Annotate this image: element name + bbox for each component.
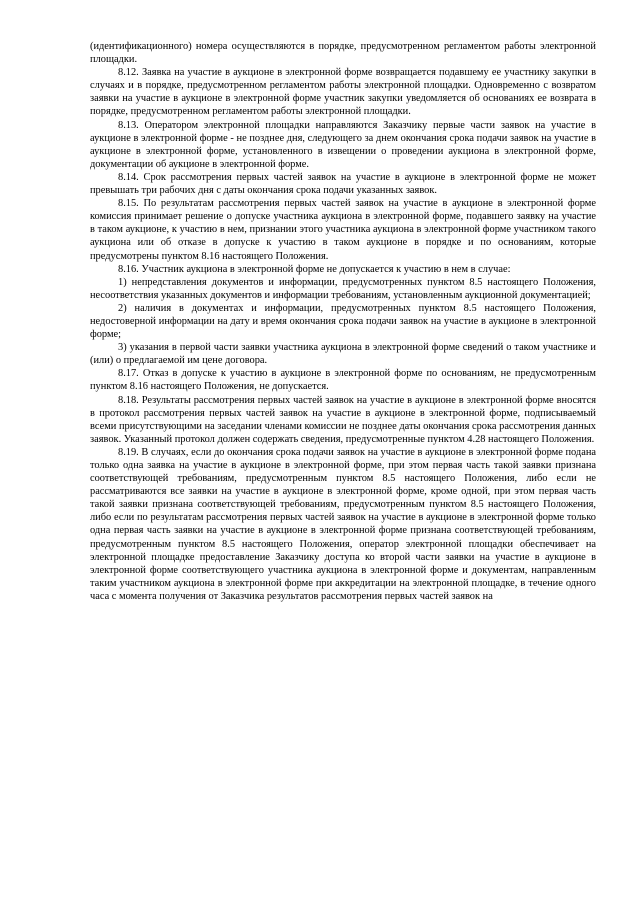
paragraph-continuation: (идентификационного) номера осуществляются в порядке, предусмотренном регламентом работы электронной площадки. bbox=[90, 41, 596, 66]
paragraph-8-17: 8.17. Отказ в допуске к участию в аукционе в электронной форме по основаниям, не предусмотренным пунктом 8.16 настоящего Положения, не допускается. bbox=[90, 368, 596, 393]
paragraph-8-18: 8.18. Результаты рассмотрения первых частей заявок на участие в аукционе в электронной форме вносятся в протокол рассмотрения первых частей заявок на участие в аукционе в электронной форме, подписываемый всеми присутствующими на заседании членами комиссии не позднее даты окончания срока рассмотрения данных заявок. Указанный протокол должен содержать сведения, предусмотренные пунктом 4.28 настоящего Положения. bbox=[90, 394, 596, 445]
paragraph-8-15: 8.15. По результатам рассмотрения первых частей заявок на участие в аукционе в электронной форме комиссия принимает решение о допуске участника аукциона в электронной форме, подавшего заявку на участие в таком аукционе, к участию в нем, признании этого участника аукциона в электронной форме участником такого аукциона или об отказе в допуске к участию в таком аукционе в порядке и по основаниям, которые предусмотрены пунктом 8.16 настоящего Положения. bbox=[90, 198, 596, 262]
document-page bbox=[90, 40, 596, 603]
paragraph-8-19: 8.19. В случаях, если до окончания срока подачи заявок на участие в аукционе в электронной форме подана только одна заявка на участие в аукционе в электронной форме, при этом первая часть такой заявки признана соответствующей требованиям, предусмотренным пунктом 8.5 настоящего Положения, либо если не рассматриваются все заявки на участие в аукционе в электронной форме, кроме одной, при этом первая часть такой заявки признана соответствующей требованиям, предусмотренным пунктом 8.5 настоящего Положения, либо если по результатам рассмотрения первых частей заявок на участие в аукционе в электронной форме только одна первая часть заявки на участие в аукционе в электронной форме признана соответствующей требованиям, предусмотренным пунктом 8.5 настоящего Положения, оператор электронной площадки обеспечивает на электронной площадке предоставление Заказчику доступа ко второй части заявки на участие в аукционе в электронной форме соответствующего участника аукциона в электронной форме и документам, направленным таким участником аукциона в электронной форме при аккредитации на электронной площадке, в течение одного часа с момента получения от Заказчика результатов рассмотрения первых частей заявок на bbox=[90, 446, 596, 602]
paragraph-8-13: 8.13. Оператором электронной площадки направляются Заказчику первые части заявок на участие в аукционе в электронной форме - не позднее дня, следующего за днем окончания срока подачи заявок на участие в аукционе в электронной форме, установленного в извещении о проведении аукциона в электронной форме, документации об аукционе в электронной форме. bbox=[90, 119, 596, 170]
paragraph-8-16: 8.16. Участник аукциона в электронной форме не допускается к участию в нем в случае: bbox=[118, 263, 511, 275]
list-item-1: 1) непредставления документов и информации, предусмотренных пунктом 8.5 настоящего Положения, несоответствия указанных документов и информации требованиям, установленным аукционной документацией; bbox=[90, 276, 596, 301]
list-item-3: 3) указания в первой части заявки участника аукциона в электронной форме сведений о таком участнике и (или) о предлагаемой им цене договора. bbox=[90, 342, 596, 367]
paragraph-8-14: 8.14. Срок рассмотрения первых частей заявок на участие в аукционе в электронной форме не может превышать три рабочих дня с даты окончания срока подачи указанных заявок. bbox=[90, 171, 596, 197]
list-item-2: 2) наличия в документах и информации, предусмотренных пунктом 8.5 настоящего Положения, недостоверной информации на дату и время окончания срока подачи заявок на участие в аукционе в электронной форме; bbox=[90, 302, 596, 341]
paragraph-8-12: 8.12. Заявка на участие в аукционе в электронной форме возвращается подавшему ее участнику закупки в случаях и в порядке, предусмотренном регламентом работы электронной площадки. Одновременно с возвратом заявки на участие в аукционе в электронной форме участник закупки уведомляется об основаниях ее возврата в порядке, предусмотренном регламентом работы электронной площадки. bbox=[90, 67, 596, 118]
